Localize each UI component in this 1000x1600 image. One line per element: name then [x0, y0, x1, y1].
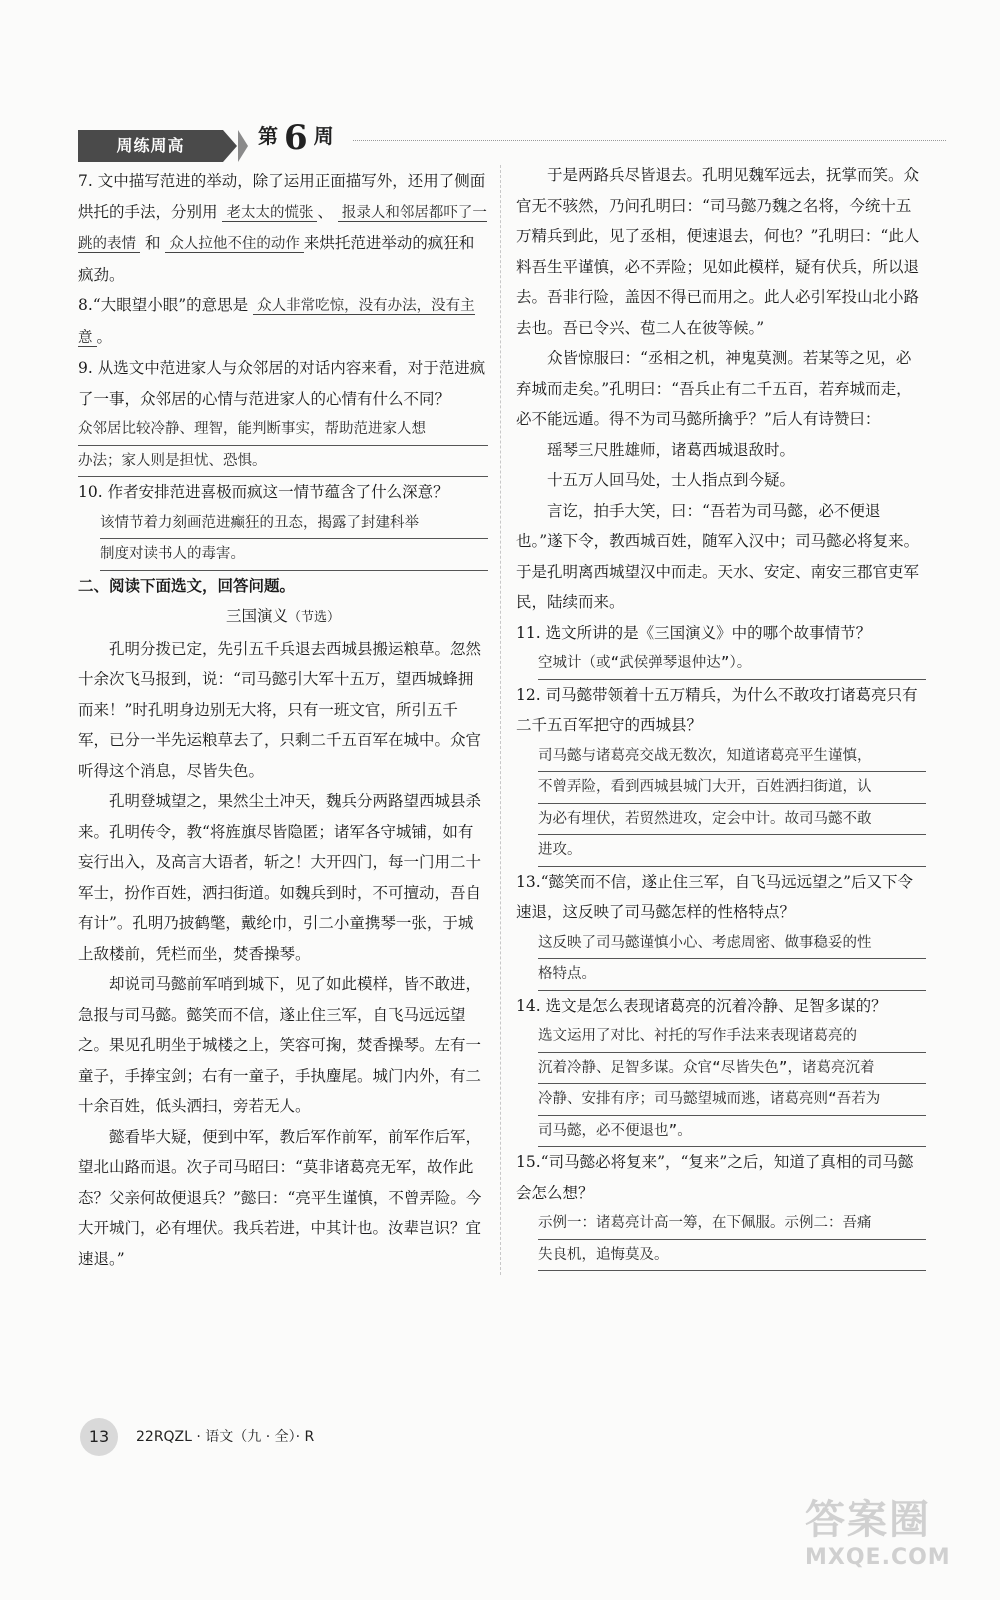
q15-answer-line-1: 示例一：诸葛亮计高一筹，在下佩服。示例二：吾痛 — [538, 1208, 926, 1240]
right-column — [516, 160, 926, 1271]
q9-answer-line-2: 办法；家人则是担忧、恐惧。 — [78, 446, 488, 478]
q12-answer-line-3: 为必有埋伏，若贸然进攻，定会中计。故司马懿不敢 — [538, 804, 926, 836]
q7-answer-3: 众人拉他不住的动作 — [165, 236, 304, 253]
passage-paragraph-2: 孔明登城望之，果然尘土冲天，魏兵分两路望西城县杀来。孔明传令，教“将旌旗尽皆隐匿；诸军各守城铺，如有妄行出入，及高言大语者，斩之！大开四门，每一门用二十军士，扮作百姓，洒扫街道。如魏兵到时，不可擅动，吾自有计”。孔明乃披鹤氅，戴纶巾，引二小童携琴一张，于城上敌楼前，凭栏而坐，焚香操琴。 — [78, 792, 482, 963]
week-suffix: 周 — [313, 124, 334, 148]
q7-answer-1: 老太太的慌张 — [222, 205, 317, 222]
q11-answer — [538, 648, 926, 680]
q8-post: 。 — [96, 327, 113, 346]
q12-answer-line-2: 不曾弄险，看到西城县城门大开，百姓洒扫街道，认 — [538, 772, 926, 804]
watermark-logo — [805, 1488, 985, 1588]
tag-arrow-icon — [223, 130, 237, 162]
left-column — [78, 166, 488, 1274]
q7-post: 来烘托范进举动的疯狂和疯劲。 — [78, 234, 475, 284]
q15-answer-line-2: 失良机，追悔莫及。 — [538, 1240, 926, 1272]
q12-answer-line-1: 司马懿与诸葛亮交战无数次，知道诸葛亮平生谨慎， — [538, 741, 926, 773]
question-9 — [78, 353, 488, 414]
q8-text: 8.“大眼望小眼”的意思是 — [78, 296, 249, 314]
q8-answer: 众人非常吃惊，没有办法，没有主意 — [78, 298, 475, 346]
q10-answer-line-1: 该情节着力刻画范进癫狂的丑态，揭露了封建科举 — [100, 508, 488, 540]
week-title — [258, 118, 334, 162]
q12-answer-line-4: 进攻。 — [538, 835, 926, 867]
header-divider — [353, 140, 946, 141]
top-band — [0, 0, 1000, 68]
passage-paragraph-1: 孔明分拨已定，先引五千兵退去西城县搬运粮草。忽然十余次飞马报到，说：“司马懿引大军十五万，望西城蜂拥而来！”时孔明身边别无大将，只有一班文官，所引五千军，已分一半先运粮草去了，只剩二千五百军在城中。众官听得这个消息，尽皆失色。 — [78, 639, 482, 780]
passage-paragraph-7: 言讫，拍手大笑，曰：“吾若为司马懿，必不便退也。”遂下令，教西城百姓，随军入汉中；司马懿必将复来。于是孔明离西城望汉中而走。天水、安定、南安三郡官吏军民，陆续而来。 — [516, 501, 920, 611]
question-14: 14. 选文是怎么表现诸葛亮的沉着冷静、足智多谋的？ — [516, 996, 887, 1015]
passage-paragraph-5: 于是两路兵尽皆退去。孔明见魏军远去，抚掌而笑。众官无不骇然，乃问孔明曰：“司马懿乃魏之名将，今统十五万精兵到此，见了丞相，便速退去，何也？”孔明曰：“此人料吾生平谨慎，必不弄险；见如此模样，疑有伏兵，所以退去。吾非行险，盖因不得已而用之。此人必引军投山北小路去也。吾已令兴、苞二人在彼等候。” — [516, 166, 920, 337]
q11-answer-line: 空城计（或“武侯弹琴退仲达”）。 — [538, 648, 926, 680]
q13-answer-line-2: 格特点。 — [538, 959, 926, 991]
passage-paragraph-4: 懿看毕大疑，便到中军，教后军作前军，前军作后军，望北山路而退。次子司马昭曰：“莫非诸葛亮无军，故作此态？父亲何故便退兵？”懿曰：“亮平生谨慎，不曾弄险。今大开城门，必有埋伏。我兵若进，中其计也。汝辈岂识？宜速退。” — [78, 1127, 482, 1268]
q12-answer — [538, 741, 926, 867]
question-13: 13.“懿笑而不信，遂止住三军，自飞马远远望之”后又下令速退，这反映了司马懿怎样的性格特点？ — [516, 872, 914, 921]
q7-answer-2: 报录人和邻居都吓了一跳的表情 — [78, 204, 487, 252]
question-8 — [78, 290, 488, 353]
section-tag: 周练周高 — [78, 130, 223, 162]
week-number: 6 — [284, 118, 308, 158]
q13-answer — [538, 928, 926, 991]
q14-answer-line-2: 沉着冷静、足智多谋。众官“尽皆失色”，诸葛亮沉着 — [538, 1053, 926, 1085]
question-10 — [78, 477, 488, 508]
q14-answer-line-3: 冷静、安排有序；司马懿望城而逃，诸葛亮则“吾若为 — [538, 1084, 926, 1116]
passage-poem-line-1: 瑶琴三尺胜雄师，诸葛西城退敌时。 — [547, 440, 796, 459]
passage-title-note: （节选） — [288, 610, 341, 625]
page-header — [78, 118, 946, 162]
section-2-title: 二、阅读下面选文，回答问题。 — [78, 576, 296, 595]
question-11: 11. 选文所讲的是《三国演义》中的哪个故事情节？ — [516, 623, 872, 642]
watermark-line-1: 答案圈 — [805, 1497, 931, 1543]
q7-text: 7. 文中描写范进的举动，除了运用正面描写外，还用了侧面烘托的手法，分别用 — [78, 172, 486, 221]
watermark-line-2: MXQE.COM — [805, 1545, 951, 1570]
passage-paragraph-6: 众皆惊服曰：“丞相之机，神鬼莫测。若某等之见，必弃城而走矣。”孔明曰：“吾兵止有二千五百，若弃城而走，必不能远遁。得不为司马懿所擒乎？”后人有诗赞曰： — [516, 349, 912, 428]
q9-answer-line-1: 众邻居比较冷静、理智，能判断事实，帮助范进家人想 — [78, 414, 488, 446]
q14-answer-line-1: 选文运用了对比、衬托的写作手法来表现诸葛亮的 — [538, 1021, 926, 1053]
question-12: 12. 司马懿带领着十五万精兵，为什么不敢攻打诸葛亮只有二千五百军把守的西城县？ — [516, 685, 918, 734]
q9-text: 9. 从选文中范进家人与众邻居的对话内容来看，对于范进疯了一事，众邻居的心情与范进家人的心情有什么不同？ — [78, 359, 486, 408]
book-code: 22RQZL · 语文（九 · 全）· R — [136, 1429, 315, 1445]
question-7 — [78, 166, 488, 290]
q15-answer — [538, 1208, 926, 1271]
q14-answer — [538, 1021, 926, 1147]
passage-poem-line-2: 十五万人回马处，士人指点到今疑。 — [547, 471, 796, 489]
q14-answer-line-4: 司马懿，必不便退也”。 — [538, 1116, 926, 1148]
q10-answer — [100, 508, 488, 571]
question-15: 15.“司马懿必将复来”，“复来”之后，知道了真相的司马懿会怎么想？ — [516, 1153, 914, 1202]
page-number: 13 — [80, 1418, 118, 1456]
passage-title-text: 三国演义 — [225, 607, 288, 625]
column-divider — [500, 165, 501, 1275]
passage-title — [78, 601, 488, 634]
week-prefix: 第 — [258, 124, 278, 148]
q9-answer — [78, 414, 488, 477]
passage-paragraph-3: 却说司马懿前军哨到城下，见了如此模样，皆不敢进，急报与司马懿。懿笑而不信，遂止住三军，自飞马远远望之。果见孔明坐于城楼之上，笑容可掬，焚香操琴。左有一童子，手捧宝剑；右有一童子，手执麈尾。城门内外，有二十余百姓，低头洒扫，旁若无人。 — [78, 975, 482, 1115]
q7-sep-1: 、 — [317, 202, 333, 221]
q10-text: 10. 作者安排范进喜极而疯这一情节蕴含了什么深意？ — [78, 483, 449, 501]
q10-answer-line-2: 制度对读书人的毒害。 — [100, 539, 488, 571]
q7-sep-2: 和 — [144, 234, 161, 252]
q13-answer-line-1: 这反映了司马懿谨慎小心、考虑周密、做事稳妥的性 — [538, 928, 926, 960]
tag-arrow-accent-icon — [238, 130, 248, 162]
